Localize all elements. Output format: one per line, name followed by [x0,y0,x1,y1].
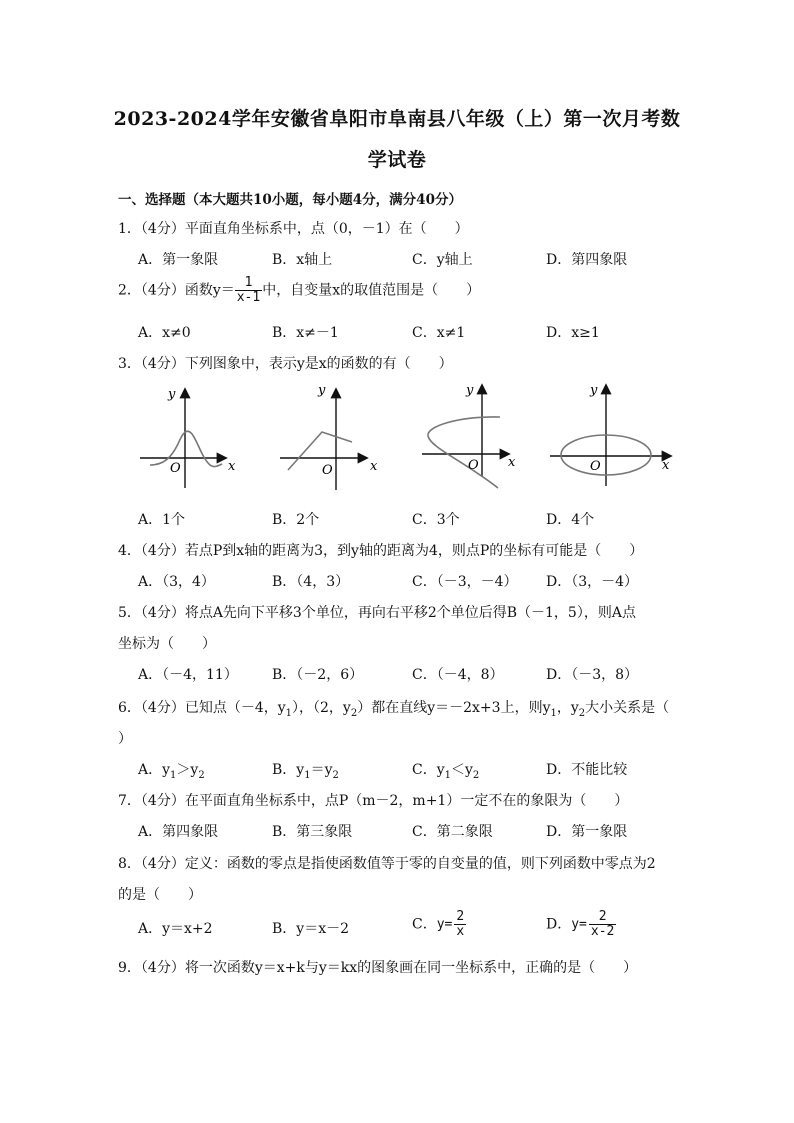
q3-option-c: C．3个 [412,512,460,528]
q6-option-c [412,759,479,781]
question-5-stem-line2: 坐标为（ ） [118,636,216,652]
q8-option-c-num: 2 [456,909,465,924]
q2-option-b: B．x≠－1 [272,325,339,341]
q5-option-a: A．（－4，11） [138,667,238,683]
exam-title-line1: 2023-2024学年安徽省阜阳市阜南县八年级（上）第一次月考数 [113,108,681,130]
q6-option-text: ＞y [176,762,199,778]
q6-subscript: 1 [285,707,293,719]
q5-option-b: B．（－2，6） [272,667,364,683]
q6-option-text: C．y [412,762,445,778]
q8-option-d-den: x-2 [590,924,615,939]
question-5-stem-line1: 5．（4分）将点A先向下平移3个单位，再向右平移2个单位后得B（－1，5），则A点 [118,605,636,621]
question-7-stem: 7．（4分）在平面直角坐标系中，点P（m－2，m+1）一定不在的象限为（ ） [118,793,629,809]
q6-subscript: 1 [550,707,557,719]
q8-option-c-den: x [456,924,465,939]
q3-graph-1 [140,387,236,488]
question-2-stem [118,276,480,305]
q8-option-d-y: y= [571,916,587,932]
question-3-stem: 3．（4分）下列图象中，表示y是x的函数的有（ ） [118,356,453,372]
q2-option-a: A．x≠0 [138,325,191,341]
question-8-stem-line2: 的是（ ） [118,887,202,903]
q6-option-sub: 2 [198,769,205,781]
q6-stem-part: 6．（4分）已知点（－4，y [118,700,286,716]
q6-option-text: ＝y [310,762,333,778]
question-1-options [138,249,698,269]
exam-title-line2: 学试卷 [367,149,427,171]
q2-fraction-den: x-1 [236,290,261,305]
q3-graphs [130,378,690,496]
q1-option-b: B．x轴上 [272,252,333,268]
q3-graph-3 [422,383,516,488]
q1-option-a: A．第一象限 [138,252,219,268]
q6-option-sub: 2 [472,769,480,781]
q6-option-a [138,759,205,781]
question-8-stem-line1: 8．（4分）定义：函数的零点是指使函数值等于零的自变量的值，则下列函数中零点为2 [118,856,656,872]
q1-option-c: C．y轴上 [412,252,473,268]
q8-option-c [412,910,466,939]
q4-option-b: B．（4，3） [272,574,350,590]
q6-stem-part: 大小关系是（ [585,700,670,716]
question-9-stem: 9．（4分）将一次函数y＝x+k与y＝kx的图象画在同一坐标系中，正确的是（ ） [118,960,638,976]
q6-stem-part: ，y [556,700,579,716]
q3-graph-3-x-label: x [508,455,516,470]
q8-option-c-prefix: C． [412,916,437,933]
q3-graph-2-origin: O [322,463,333,478]
q5-option-d: D．（－3，8） [546,667,639,683]
q2-fraction [235,276,262,305]
q6-stem-part: ）都在直线y＝－2x+3上，则y [357,700,551,716]
q7-option-b: B．第三象限 [272,824,353,840]
q6-option-sub: 1 [444,769,451,781]
q3-graph-1-origin: O [170,461,181,476]
q2-option-c: C．x≠1 [412,325,466,341]
q3-graph-2-y-label: y [318,383,326,398]
q4-option-c: C．（－3，－4） [412,574,518,590]
q7-option-c: C．第二象限 [412,824,493,840]
q3-graph-3-y-label: y [466,383,474,398]
q6-subscript: 2 [578,707,586,719]
q3-option-d: D．4个 [546,512,595,528]
q8-option-c-y: y= [436,916,453,932]
question-2-options [138,322,698,342]
question-8-options [138,910,698,946]
q8-option-a: A．y＝x+2 [138,921,213,937]
q4-option-d: D．（3，－4） [546,574,639,590]
question-6-stem-line2: ） [118,731,132,747]
q3-graph-4-y-label: y [590,383,598,398]
q3-graph-1-y-label: y [168,387,176,402]
q6-option-sub: 2 [332,769,339,781]
q6-stem-part: ），（2，y [292,700,351,716]
q5-option-c: C．（－4，8） [412,667,504,683]
q2-fraction-num: 1 [235,276,262,291]
question-1-stem: 1．（4分）平面直角坐标系中，点（0，－1）在（ ） [118,221,469,237]
q8-option-d [546,910,616,939]
q6-option-text: A．y [138,762,171,778]
q8-option-d-num: 2 [589,910,616,925]
q3-graph-2 [280,383,378,490]
q3-graph-4-x-label: x [662,458,670,473]
q6-option-text: ＜y [451,762,473,778]
question-4-stem: 4．（4分）若点P到x轴的距离为3，到y轴的距离为4，则点P的坐标有可能是（ ） [118,543,644,559]
question-4-options [138,571,698,591]
question-3-options [138,509,698,529]
q6-option-sub: 1 [304,769,311,781]
q3-graph-1-x-label: x [228,459,236,474]
q4-option-a: A．（3，4） [138,574,215,590]
q8-option-d-fraction [589,910,616,939]
q3-graph-2-x-label: x [370,459,378,474]
section-heading: 一、选择题（本大题共10小题，每小题4分，满分40分） [118,192,462,208]
q6-option-d: D．不能比较 [546,762,628,778]
q8-option-d-prefix: D． [546,916,572,933]
question-6-options [138,759,698,779]
q7-option-a: A．第四象限 [138,824,219,840]
q6-option-b [272,759,339,781]
q7-option-d: D．第一象限 [546,824,628,840]
question-6-stem-line1 [118,697,669,719]
q6-option-text: B．y [272,762,305,778]
q3-graph-4 [550,383,670,486]
q2-option-d: D．x≥1 [546,325,600,341]
q1-option-d: D．第四象限 [546,252,628,268]
q6-option-sub: 1 [170,769,177,781]
q2-stem-post: 中，自变量x的取值范围是（ ） [262,282,481,299]
question-5-options [138,664,698,684]
q8-option-b: B．y＝x－2 [272,921,349,937]
q8-option-c-fraction [454,910,466,939]
q3-option-b: B．2个 [272,512,320,528]
q3-option-a: A．1个 [138,512,186,528]
q6-subscript: 2 [350,707,358,719]
question-7-options [138,821,698,841]
q3-graph-3-origin: O [468,458,479,473]
q3-graph-4-origin: O [590,459,601,474]
q2-stem-pre: 2．（4分）函数y＝ [118,282,235,299]
